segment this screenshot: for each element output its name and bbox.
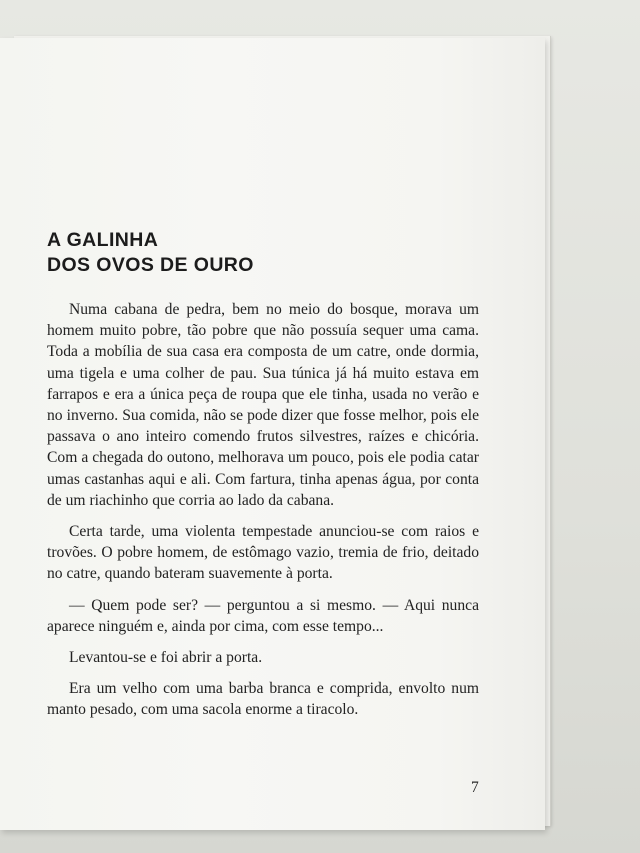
paragraph-4: Levantou-se e foi abrir a porta.: [69, 649, 263, 667]
paragraph-5: Era um velho com uma barba branca e comprida, envolto num manto pesado, com uma sacola enorme a tiracolo.: [47, 680, 479, 719]
title-line-1: A GALINHA: [47, 229, 159, 251]
paragraph-1: Numa cabana de pedra, bem no meio do bosque, morava um homem muito pobre, tão pobre que não possuía sequer uma cama. Toda a mobília de sua casa era composta de um catre, onde dormia, uma tigela e uma colher de pau. Sua túnica já há muito estava em farrapos e era a única peça de roupa que ele tinha, usada no verão e no inverno. Sua comida, não se pode dizer que fosse melhor, pois ele passava o ano inteiro comendo frutos silvestres, raízes e chicória. Com a chegada do outono, melhorava um pouco, pois ele podia catar umas castanhas aqui e ali. Com fartura, tinha apenas água, por conta de um riachinho que corria ao lado da cabana.: [47, 301, 479, 509]
title-line-2: DOS OVOS DE OURO: [47, 254, 254, 276]
page-number: 7: [471, 779, 479, 796]
page-title: [47, 228, 254, 278]
body-text: [47, 299, 479, 731]
paragraph-2: Certa tarde, uma violenta tempestade anunciou-se com raios e trovões. O pobre homem, de estômago vazio, tremia de frio, deitado no catre, quando bateram suavemente à porta.: [47, 523, 479, 583]
paragraph-3: — Quem pode ser? — perguntou a si mesmo. — Aqui nunca aparece ninguém e, ainda por cima, com esse tempo...: [47, 596, 479, 635]
book-page: [0, 38, 545, 830]
